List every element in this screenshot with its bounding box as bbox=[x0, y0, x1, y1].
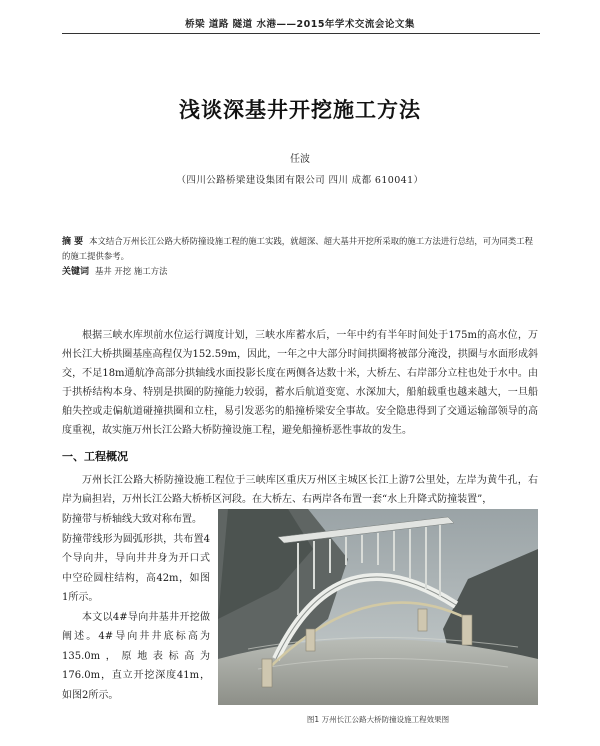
abstract bbox=[62, 234, 538, 263]
running-header: 桥梁 道路 隧道 水港——2015年学术交流会论文集 bbox=[185, 19, 415, 30]
abstract-text: 本文结合万州长江公路大桥防撞设施工程的施工实践，就超深、超大基井开挖所采取的施工方法进行总结，可为同类工程的施工提供参考。 bbox=[62, 236, 534, 261]
side-column-text bbox=[62, 510, 210, 705]
side-line: 防撞带与桥轴线大致对称布置。 bbox=[62, 514, 202, 525]
author-name: 任波 bbox=[290, 154, 310, 165]
abstract-label: 摘 要 bbox=[62, 237, 84, 247]
author-affiliation: （四川公路桥梁建设集团有限公司 四川 成都 610041） bbox=[176, 175, 424, 186]
bridge-illustration bbox=[218, 509, 538, 705]
figure-1-bridge-rendering bbox=[218, 509, 538, 705]
header-rule bbox=[62, 33, 540, 34]
side-line: 防撞带线形为圆弧形拱，共布置4个导向井，导向井井身为开口式中空砼圆柱结构，高42m，如图1所示。 bbox=[62, 533, 210, 603]
section-heading: 一、工程概况 bbox=[62, 450, 128, 463]
figure-caption: 图1 万州长江公路大桥防撞设施工程效果图 bbox=[306, 715, 450, 724]
side-paragraph: 本文以4#导向井基井开挖做阐述。4#导向井井底标高为135.0m，原地表标高为176.0m，直立开挖深度41m，如图2所示。 bbox=[62, 611, 210, 701]
section-lead-paragraph: 万州长江公路大桥防撞设施工程位于三峡库区重庆万州区主城区长江上游7公里处，左岸为黄牛孔，右岸为扁担岩，万州长江公路大桥桥区河段。在大桥左、右两岸各布置一套“水上升降式防撞装置”， bbox=[62, 475, 538, 505]
keywords bbox=[62, 264, 538, 279]
keywords-text: 基井 开挖 施工方法 bbox=[95, 266, 168, 276]
keywords-label: 关键词 bbox=[62, 267, 90, 277]
intro-paragraph: 根据三峡水库坝前水位运行调度计划，三峡水库蓄水后，一年中约有半年时间处于175m的高水位，万州长江大桥拱圈基座高程仅为152.59m，因此，一年之中大部分时间拱圈将被部分淹没，拱圈与水面形成斜交，不足18m通航净高部分拱轴线水面投影长度在两侧各达数十米，大桥左、右岸部分立柱也处于水中。由于拱桥结构本身、特别是拱圈的防撞能力较弱，蓄水后航道变宽、水深加大，船舶载重也越来越大，一旦船舶失控或走偏航道碰撞拱圈和立柱，易引发恶劣的船撞桥梁安全事故。安全隐患得到了交通运输部领导的高度重视，故实施万州长江公路大桥防撞设施工程，避免船撞桥恶性事故的发生。 bbox=[62, 330, 538, 436]
paper-title: 浅谈深基井开挖施工方法 bbox=[179, 98, 421, 122]
